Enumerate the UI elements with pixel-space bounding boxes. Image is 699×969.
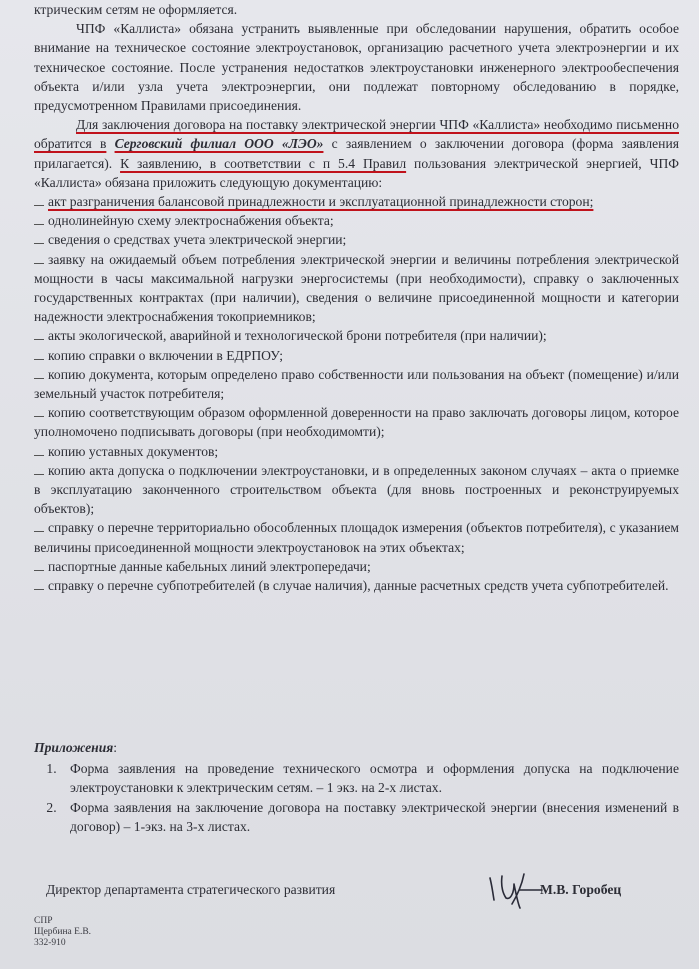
list-item [34,211,679,230]
list-item [34,442,679,461]
list-item-text: акты экологической, аварийной и технологической брони потребителя (при наличии); [48,328,547,344]
list-item-text: справку о перечне субпотребителей (в случае наличия), данные расчетных средств учета субпотребителей. [48,578,669,594]
list-item-text: копию акта допуска о подключении электроустановки, и в определенных законом случаях – акта о приемке в эксплуатацию законченного строительством объекта (для вновь построенных и реконструируемых объектов); [34,462,679,517]
appendix-item: 2. Форма заявления на заключение договора на поставку электрической энергии (внесения изменений в договор) – 1-экз. на 3-х листах. [60,798,679,836]
footer-phone: 332-910 [34,938,66,948]
list-item-text: заявку на ожидаемый объем потребления электрической энергии и величины потребления электрической мощности в часы максимальной нагрузки энергосистемы (при необходимости), справку о заключенных государственных контрактах (при наличии), сведения о величине присоединенной мощности и категории надежности электроснабжения токоприемников; [34,251,679,325]
signatory-name: М.В. Горобец [540,882,622,897]
dash-bullet [34,232,44,244]
dash-bullet [34,559,44,571]
appendix-section [34,738,679,836]
paragraph-continuation: ктрическим сетям не оформляется. [34,2,238,17]
dash-bullet [34,578,44,590]
list-item [34,461,679,519]
list-item [34,230,679,249]
list-item-text: акт разграничения балансовой принадлежности и эксплуатационной принадлежности сторон; [48,194,594,210]
dash-bullet [34,405,44,417]
footer-executor-name: Щербина Е.В. [34,927,92,937]
document-body [34,0,679,595]
appendix-title-colon: : [113,740,118,755]
list-item-text: паспортные данные кабельных линий электропередачи; [48,558,371,574]
list-item [34,326,679,345]
handwritten-signature [484,870,544,910]
paragraph-obligations: ЧПФ «Каллиста» обязана устранить выявленные при обследовании нарушения, обратить особое внимание на техническое состояние электроустановок, организацию расчетного учета электроэнергии и их техническое состояние. После устранения недостатков электроустановки инженерного электрообеспечения объекта и/или узла учета электроэнергии, они подлежат повторному обследованию в порядке, предусмотренном Правилами присоединения. [34,21,679,114]
list-item-text: копию документа, которым определено право собственности или пользования на объект (помещение) и/или земельный участок потребителя; [34,366,679,402]
branch-name: Серговский филиал ООО «ЛЭО» [114,136,324,152]
signature-block [0,870,699,910]
list-item-text: копию соответствующим образом оформленной доверенности на право заключать договоры лицом, которое уполномочено подписывать договоры (при необходимомти); [34,405,679,440]
list-item-text: копию справки о включении в ЕДРПОУ; [48,347,284,363]
appendix-title [34,738,679,757]
list-item-text: копию уставных документов; [48,443,219,459]
dash-bullet [34,367,44,379]
dash-bullet [34,463,44,475]
dash-bullet [34,194,44,206]
footer-department: СПР [34,916,53,926]
list-item [34,346,679,365]
dash-bullet [34,520,44,532]
list-item [34,557,679,576]
dash-bullet [34,252,44,264]
list-item [34,403,679,441]
appendix-item: 1. Форма заявления на проведение технического осмотра и оформления допуска на подключение электроустановки к электрическим сетям. – 1 экз. на 2-х листах. [60,759,679,797]
executor-footer [34,916,91,949]
dash-bullet [34,328,44,340]
dash-bullet [34,348,44,360]
appendix-list [34,759,679,836]
documentation-intro: пользования электрической энергией, ЧПФ «Каллиста» обязана приложить следующую документацию: [34,155,679,190]
list-item [34,192,679,211]
signatory-position: Директор департамента стратегического развития [46,882,336,897]
contract-form-text: с заявлением о заключении договора (форма заявления прилагается). [34,136,679,171]
list-item [34,365,679,403]
list-item [34,518,679,556]
list-item-text: справку о перечне территориально обособленных площадок измерения (объектов потребителя), с указанием величины присоединенной мощности электроустановок на этих объектах; [34,520,679,555]
rules-reference: К заявлению, в соответствии с п 5.4 Правил [120,155,407,171]
list-item [34,576,679,595]
list-item [34,250,679,327]
appendix-title-text: Приложения [34,740,114,755]
dash-bullet [34,213,44,225]
contract-request-text: Для заключения договора на поставку электрической энергии ЧПФ «Каллиста» необходимо письменно обратится в [34,117,679,152]
paragraph-contract [34,115,679,192]
dash-bullet [34,444,44,456]
list-item-text: однолинейную схему электроснабжения объекта; [48,213,334,229]
list-item-text: сведения о средствах учета электрической энергии; [48,232,347,248]
